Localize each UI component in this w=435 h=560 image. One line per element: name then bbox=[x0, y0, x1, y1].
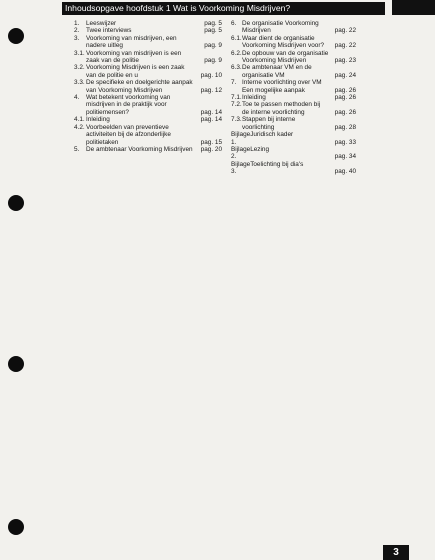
toc-number: 4.2. bbox=[74, 123, 85, 131]
toc-title: De ambtenaar Voorkoming Misdrijven bbox=[86, 145, 193, 153]
toc-number: 6.1. bbox=[231, 34, 242, 42]
toc-title: Voorbeelden van preventieve activiteiten bij de afzonderlijke politietaken bbox=[86, 123, 171, 146]
toc-entry[interactable] bbox=[231, 131, 356, 146]
toc-page: pag. 5 bbox=[204, 20, 222, 27]
toc-title: Toe te passen methoden bij de interne voorlichting bbox=[242, 101, 321, 116]
toc-title: Inleiding bbox=[242, 94, 266, 102]
toc-number: 3.3. bbox=[74, 79, 85, 87]
toc-page: pag. 9 bbox=[204, 57, 222, 65]
toc-page: pag. 20 bbox=[200, 145, 222, 153]
chapter-header: Inhoudsopgave hoofdstuk 1 Wat is Voorkoming Misdrijven? bbox=[62, 2, 385, 15]
toc-title: Waar dient de organisatie Voorkoming Misdrijven voor? bbox=[242, 34, 325, 50]
toc-page: pag. 33 bbox=[334, 138, 356, 146]
toc-title: Leeswijzer bbox=[86, 20, 117, 27]
toc-page: pag. 15 bbox=[200, 138, 222, 146]
toc-title: Twee interviews bbox=[86, 27, 132, 35]
toc-title: Voorkoming van misdrijven, een nadere uitleg bbox=[86, 34, 177, 50]
toc-number: 4. bbox=[74, 94, 80, 102]
toc-title: Wat betekent voorkoming van misdrijven in de praktijk voor politiemensen? bbox=[86, 94, 171, 116]
toc-number: Bijlage 2. bbox=[231, 145, 251, 161]
toc-entry[interactable] bbox=[74, 50, 222, 65]
toc-entry[interactable] bbox=[74, 116, 222, 123]
toc-number: 6.3. bbox=[231, 64, 242, 72]
toc-page: pag. 28 bbox=[334, 123, 356, 131]
toc-entry[interactable] bbox=[74, 64, 222, 79]
toc-page: pag. 9 bbox=[204, 42, 222, 50]
toc-number: 6.2. bbox=[231, 49, 242, 57]
toc-page: pag. 34 bbox=[334, 153, 356, 161]
toc-entry[interactable] bbox=[74, 27, 222, 34]
toc-number: 4.1. bbox=[74, 116, 85, 124]
toc-number: 7.2. bbox=[231, 101, 242, 109]
toc-entry[interactable] bbox=[231, 64, 356, 79]
toc-number: 3. bbox=[74, 34, 80, 42]
binder-hole bbox=[8, 28, 24, 44]
toc-page: pag. 26 bbox=[334, 94, 356, 102]
toc-title: De opbouw van de organisatie Voorkoming Misdrijven bbox=[242, 49, 329, 65]
toc-number: 7. bbox=[231, 79, 237, 87]
toc-entry[interactable] bbox=[74, 20, 222, 27]
toc-number: Bijlage 3. bbox=[231, 160, 251, 176]
toc-number: 3.1. bbox=[74, 49, 85, 57]
toc-number: 5. bbox=[74, 145, 80, 153]
toc-left-column bbox=[74, 20, 222, 153]
toc-entry[interactable] bbox=[231, 161, 356, 176]
binder-hole bbox=[8, 356, 24, 372]
toc-entry[interactable] bbox=[231, 79, 356, 94]
toc-number: 6. bbox=[231, 20, 237, 27]
toc-entry[interactable] bbox=[231, 94, 356, 101]
toc-number: 3.2. bbox=[74, 64, 85, 72]
toc-page: pag. 26 bbox=[334, 108, 356, 116]
toc-entry[interactable] bbox=[231, 50, 356, 65]
toc-number: 2. bbox=[74, 27, 80, 35]
toc-page: pag. 12 bbox=[200, 86, 222, 94]
page-number: 3 bbox=[383, 545, 409, 560]
toc-title: Toelichting bij dia's bbox=[250, 160, 304, 168]
toc-entry[interactable] bbox=[231, 20, 356, 35]
toc-page: pag. 22 bbox=[334, 27, 356, 35]
toc-entry[interactable] bbox=[231, 146, 356, 161]
toc-entry[interactable] bbox=[231, 116, 356, 131]
toc-page: pag. 26 bbox=[334, 86, 356, 94]
toc-title: Lezing bbox=[250, 145, 270, 153]
binder-hole bbox=[8, 519, 24, 535]
toc-title: Interne voorlichting over VM Een mogelijke aanpak bbox=[242, 79, 322, 94]
toc-entry[interactable] bbox=[231, 35, 356, 50]
toc-number: 7.1. bbox=[231, 94, 242, 102]
toc-entry[interactable] bbox=[74, 35, 222, 50]
toc-page: pag. 14 bbox=[200, 108, 222, 116]
toc-entry[interactable] bbox=[231, 101, 356, 116]
toc-title: De ambtenaar VM en de organisatie VM bbox=[242, 64, 312, 79]
toc-number: Bijlage 1. bbox=[231, 131, 251, 146]
toc-page: pag. 5 bbox=[204, 27, 222, 35]
toc-title: De organisatie Voorkoming Misdrijven bbox=[242, 20, 319, 35]
toc-page: pag. 10 bbox=[200, 71, 222, 79]
toc-page: pag. 22 bbox=[334, 42, 356, 50]
toc-title: Stappen bij interne voorlichting bbox=[242, 116, 296, 131]
toc-page: pag. 14 bbox=[200, 116, 222, 124]
toc-entry[interactable] bbox=[74, 146, 222, 153]
toc-page: pag. 23 bbox=[334, 57, 356, 65]
corner-tab bbox=[392, 0, 435, 15]
toc-number: 7.3. bbox=[231, 116, 242, 124]
toc-right-column bbox=[231, 20, 356, 176]
toc-number: 1. bbox=[74, 20, 80, 27]
toc-title: Voorkoming van misdrijven is een zaak van de politie bbox=[86, 49, 182, 65]
toc-page: pag. 24 bbox=[334, 71, 356, 79]
toc-entry[interactable] bbox=[74, 79, 222, 94]
toc-title: Juridisch kader bbox=[250, 131, 294, 139]
toc-title: Inleiding bbox=[86, 116, 110, 124]
toc-entry[interactable] bbox=[74, 94, 222, 116]
toc-title: De specifieke en doelgerichte aanpak van Voorkoming Misdrijven bbox=[86, 79, 193, 94]
toc-page: pag. 40 bbox=[334, 168, 356, 176]
toc-entry[interactable] bbox=[74, 124, 222, 146]
binder-hole bbox=[8, 195, 24, 211]
toc-title: Voorkoming Misdrijven is een zaak van de politie en u bbox=[86, 64, 185, 79]
